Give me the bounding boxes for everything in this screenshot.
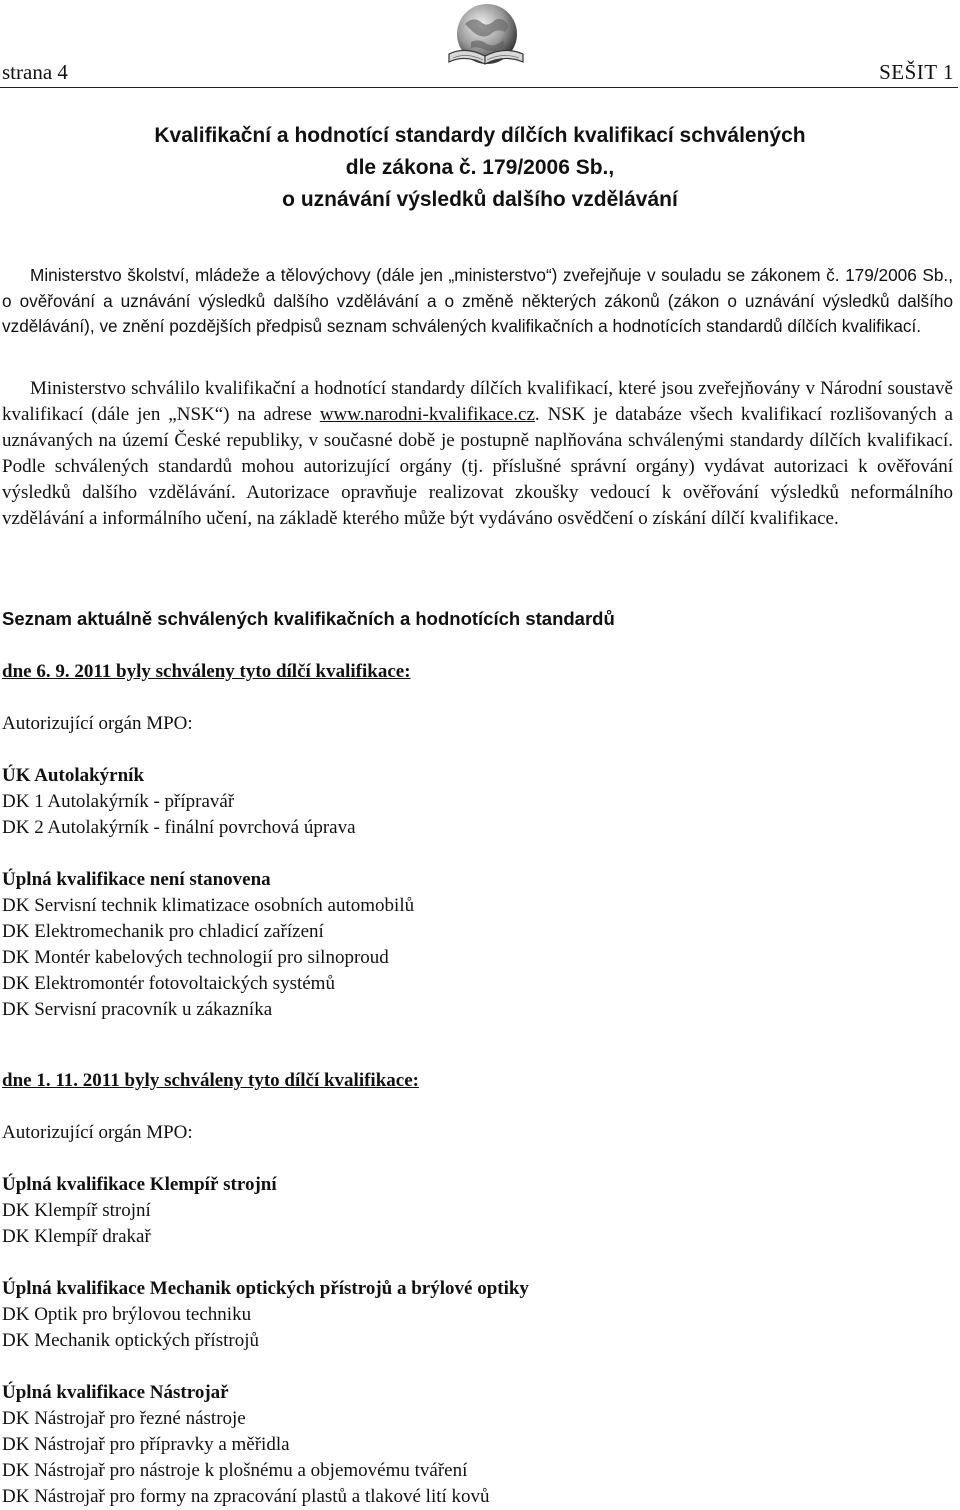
document-title xyxy=(0,120,960,216)
page-number: strana 4 xyxy=(2,60,68,84)
issue-label: SEŠIT 1 xyxy=(879,60,954,84)
list-item: DK Elektromechanik pro chladicí zařízení xyxy=(2,921,324,942)
header-divider xyxy=(0,87,958,88)
nsk-link[interactable]: www.narodni-kvalifikace.cz xyxy=(319,404,535,425)
list-item: DK 2 Autolakýrník - finální povrchová úprava xyxy=(2,817,356,838)
list-item: DK Servisní pracovník u zákazníka xyxy=(2,999,273,1020)
list-item: DK Nástrojař pro řezné nástroje xyxy=(2,1408,246,1429)
approval-block-2 xyxy=(2,1068,952,1510)
block1-group2-heading: Úplná kvalifikace není stanovena xyxy=(2,869,271,890)
globe-book-logo xyxy=(443,2,527,76)
block1-organ: Autorizující orgán MPO: xyxy=(2,713,193,734)
list-item: DK Nástrojař pro nástroje k plošnému a objemovému tváření xyxy=(2,1460,468,1481)
body-paragraph xyxy=(2,376,953,532)
block1-date-heading: dne 6. 9. 2011 byly schváleny tyto dílčí kvalifikace: xyxy=(2,661,411,682)
list-item: DK Klempíř strojní xyxy=(2,1200,151,1221)
list-item: DK Nástrojař pro přípravky a měřidla xyxy=(2,1434,290,1455)
approval-block-1 xyxy=(2,659,952,1023)
block2-date-heading: dne 1. 11. 2011 byly schváleny tyto dílčí kvalifikace: xyxy=(2,1070,419,1091)
intro-section xyxy=(2,263,953,340)
list-item: DK 1 Autolakýrník - přípravář xyxy=(2,791,235,812)
title-line-3: o uznávání výsledků dalšího vzdělávání xyxy=(282,188,678,211)
list-item: DK Montér kabelových technologií pro silnoproud xyxy=(2,947,389,968)
list-item: DK Servisní technik klimatizace osobních automobilů xyxy=(2,895,415,916)
block2-group3-heading: Úplná kvalifikace Nástrojař xyxy=(2,1382,229,1403)
list-item: DK Elektromontér fotovoltaických systémů xyxy=(2,973,335,994)
title-line-1: Kvalifikační a hodnotící standardy dílčích kvalifikací schválených xyxy=(154,124,806,147)
title-line-2: dle zákona č. 179/2006 Sb., xyxy=(345,156,615,179)
list-item: DK Klempíř drakař xyxy=(2,1226,151,1247)
list-item: DK Optik pro brýlovou techniku xyxy=(2,1304,252,1325)
body-section xyxy=(2,376,953,532)
list-item: DK Nástrojař pro formy na zpracování plastů a tlakové lití kovů xyxy=(2,1486,490,1507)
intro-paragraph: Ministerstvo školství, mládeže a tělovýchovy (dále jen „ministerstvo“) zveřejňuje v souladu se zákonem č. 179/2006 Sb., o ověřování a uznávání výsledků dalšího vzdělávání a o změně některých zákonů (zákon o uznávání výsledků dalšího vzdělávání), ve znění pozdějších předpisů seznam schválených kvalifikačních a hodnotících standardů dílčích kvalifikací. xyxy=(2,265,953,336)
list-item: DK Mechanik optických přístrojů xyxy=(2,1330,259,1351)
block2-group2-heading: Úplná kvalifikace Mechanik optických přístrojů a brýlové optiky xyxy=(2,1278,529,1299)
body-text-part1: Ministerstvo schválilo kvalifikační a hodnotící standardy dílčích kvalifikací, které jsou zveřejňovány v Národní soustavě kvalifikací (dále jen „NSK“) na adrese xyxy=(2,378,953,425)
section-heading: Seznam aktuálně schválených kvalifikačních a hodnotících standardů xyxy=(2,608,615,629)
block2-organ: Autorizující orgán MPO: xyxy=(2,1122,193,1143)
block2-group1-heading: Úplná kvalifikace Klempíř strojní xyxy=(2,1174,277,1195)
body-text-part2: . NSK je databáze všech kvalifikací rozlišovaných a uznávaných na území České republiky, v současné době je postupně naplňována schválenými standardy dílčích kvalifikací. Podle schválených standardů mohou autorizující orgány (tj. příslušné správní orgány) vydávat autorizaci k ověřování výsledků dalšího vzdělávání. Autorizace opravňuje realizovat zkoušky vedoucí k ověřování výsledků neformálního vzdělávání a informálního učení, na základě kterého může být vydáváno osvědčení o získání dílčí kvalifikace. xyxy=(2,404,953,529)
block1-group1-heading: ÚK Autolakýrník xyxy=(2,765,145,786)
